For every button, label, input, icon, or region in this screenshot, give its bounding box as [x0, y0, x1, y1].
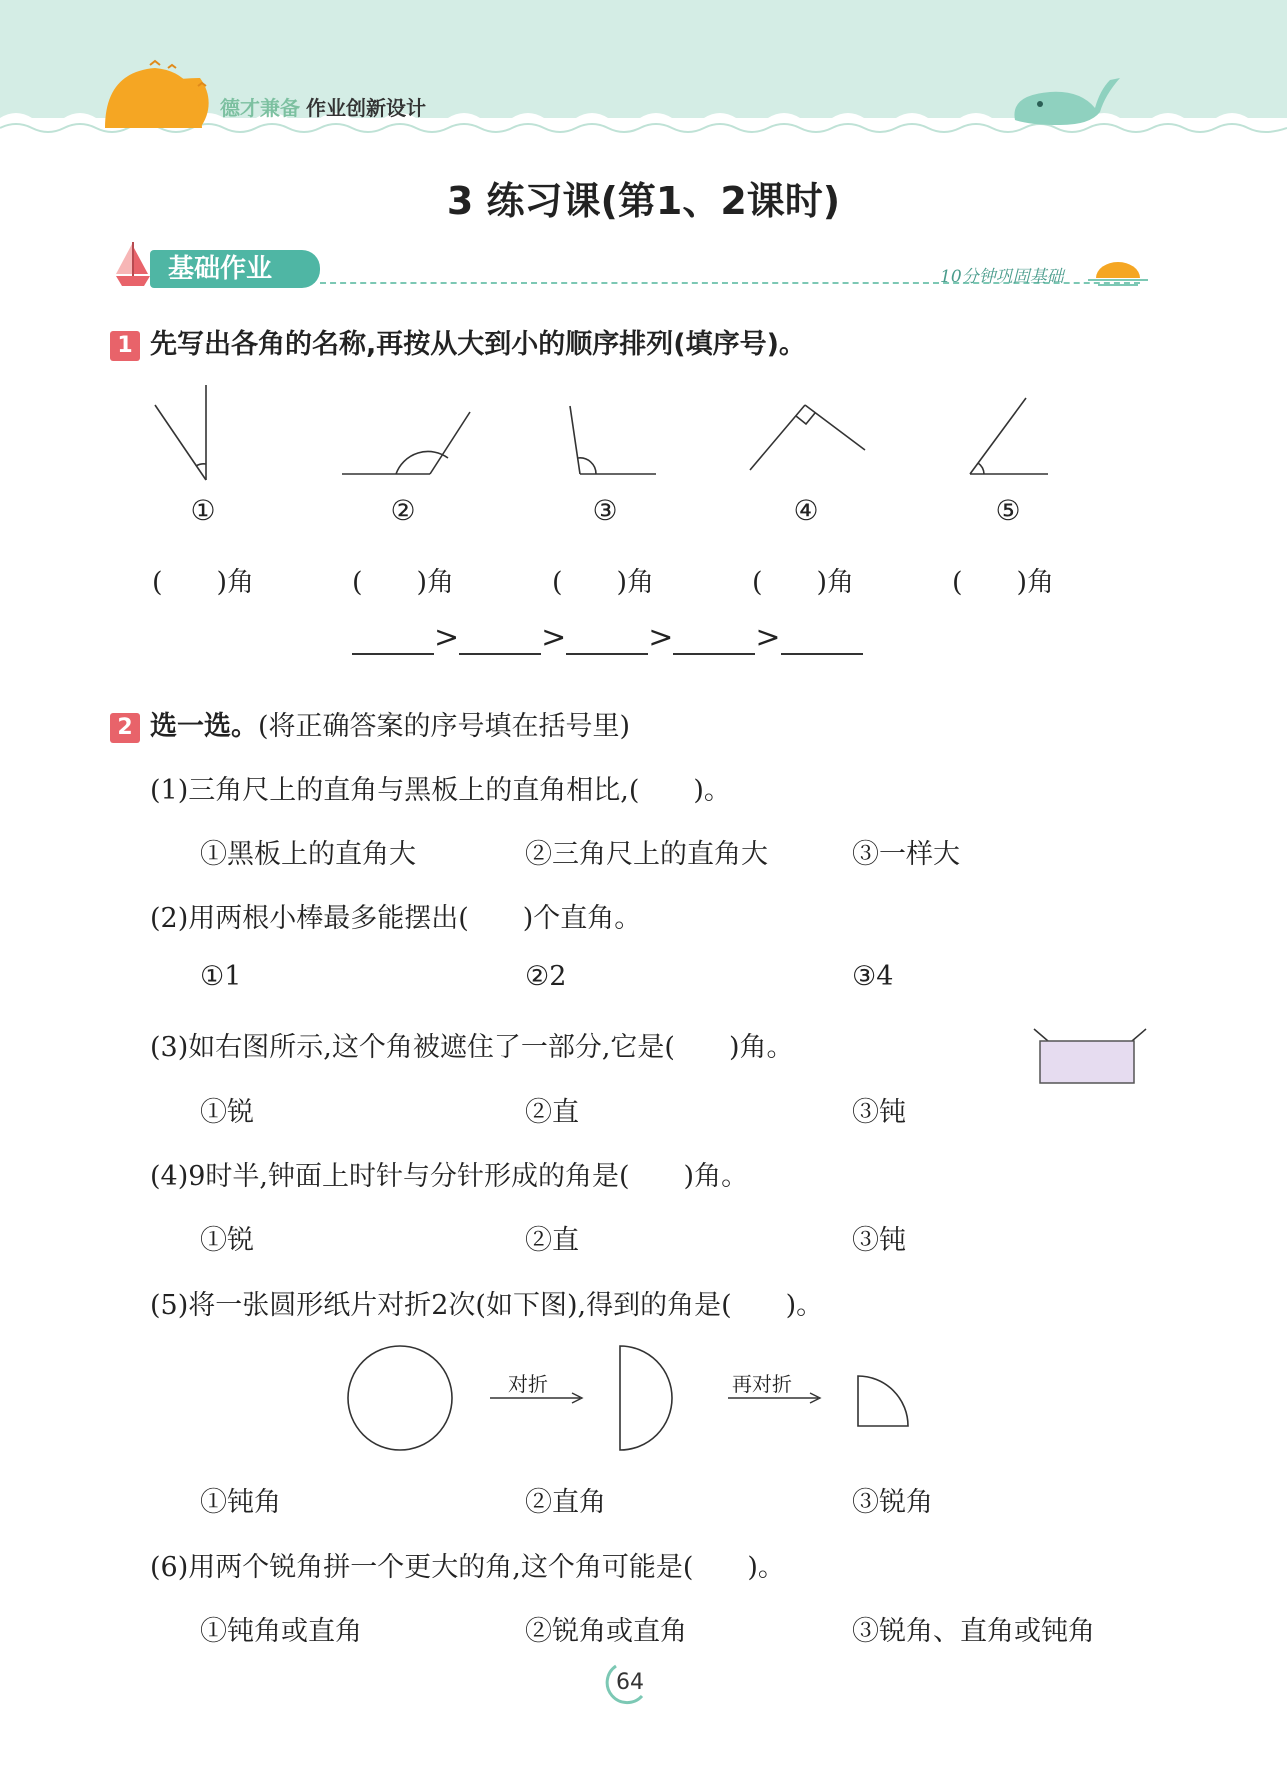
angle-label-2: ② [390, 494, 416, 527]
q1-text: 先写出各角的名称,再按从大到小的顺序排列(填序号)。 [150, 329, 806, 360]
page-title: 3 练习课(第1、2课时) [446, 179, 841, 223]
q2-sub5-option-1[interactable]: ①钝角 [200, 1487, 281, 1518]
q2-sub2-stem: (2)用两根小棒最多能摆出( )个直角。 [150, 903, 642, 934]
q2-sub3-stem: (3)如右图所示,这个角被遮住了一部分,它是( )角。 [150, 1032, 794, 1063]
angle-label-1: ① [190, 494, 216, 527]
q2-sub5-option-3[interactable]: ③锐角 [852, 1487, 933, 1518]
q2-sub6-option-2[interactable]: ②锐角或直角 [525, 1616, 687, 1647]
order-blank-2[interactable] [459, 625, 541, 655]
q2-sub3-option-2[interactable]: ②直 [525, 1097, 579, 1128]
series-brand [220, 92, 426, 121]
order-sep: > [648, 620, 674, 655]
q2-sub6-option-3[interactable]: ③锐角、直角或钝角 [852, 1616, 1095, 1647]
full-circle [348, 1346, 452, 1450]
answer-slot-3[interactable]: ( )角 [552, 567, 655, 598]
q2-sub1-option-1[interactable]: ①黑板上的直角大 [200, 839, 416, 870]
page-number: 64 [616, 1670, 644, 1695]
fold-diagram [340, 1340, 920, 1460]
q2-sub2-option-3[interactable]: ③4 [852, 961, 894, 992]
brand-green-text: 德才兼备 [220, 96, 300, 120]
q2-sub5-option-2[interactable]: ②直角 [525, 1487, 606, 1518]
order-sep: > [755, 620, 781, 655]
section-label: 基础作业 [150, 250, 320, 288]
angle-3 [570, 406, 656, 474]
angle-5 [970, 398, 1048, 474]
order-line [352, 620, 863, 655]
q2-sub2-option-2[interactable]: ②2 [525, 961, 567, 992]
quarter-circle [858, 1376, 908, 1426]
angle-1 [155, 385, 206, 480]
q2-sub3-option-3[interactable]: ③钝 [852, 1097, 906, 1128]
order-blank-4[interactable] [673, 625, 755, 655]
half-circle [620, 1346, 672, 1450]
section-time-note: 10分钟巩固基础 [940, 267, 1064, 287]
q2-sub1-option-2[interactable]: ②三角尺上的直角大 [525, 839, 768, 870]
fold-label-1: 对折 [508, 1372, 548, 1396]
answer-slot-4[interactable]: ( )角 [752, 567, 855, 598]
header-banner [0, 0, 1287, 150]
angle-label-4: ④ [793, 494, 819, 527]
q2-note: (将正确答案的序号填在括号里) [258, 711, 631, 742]
q2-sub1-option-3[interactable]: ③一样大 [852, 839, 960, 870]
q1-stem [110, 322, 806, 361]
fold-label-2: 再对折 [732, 1372, 792, 1396]
angle-2 [342, 412, 470, 474]
brand-dark-text: 作业创新设计 [306, 96, 426, 120]
answer-slot-5[interactable]: ( )角 [952, 567, 1055, 598]
q2-sub5-stem: (5)将一张圆形纸片对折2次(如下图),得到的角是( )。 [150, 1290, 824, 1321]
order-blank-1[interactable] [352, 625, 434, 655]
q2-sub2-option-1[interactable]: ①1 [200, 961, 242, 992]
q2-stem [110, 704, 630, 743]
order-blank-3[interactable] [566, 625, 648, 655]
q2-sub4-stem: (4)9时半,钟面上时针与分针形成的角是( )角。 [150, 1161, 749, 1192]
order-sep: > [541, 620, 567, 655]
q2-text: 选一选。 [150, 711, 258, 742]
q1-number: 1 [110, 331, 140, 361]
sunset-icon [1088, 250, 1148, 290]
covered-angle-figure [1030, 1025, 1150, 1087]
q2-sub4-option-1[interactable]: ①锐 [200, 1225, 254, 1256]
q2-sub6-stem: (6)用两个锐角拼一个更大的角,这个角可能是( )。 [150, 1552, 785, 1583]
q2-sub3-option-1[interactable]: ①锐 [200, 1097, 254, 1128]
q2-sub4-option-2[interactable]: ②直 [525, 1225, 579, 1256]
order-sep: > [434, 620, 460, 655]
answer-slot-1[interactable]: ( )角 [152, 567, 255, 598]
angle-4 [750, 405, 865, 470]
q2-number: 2 [110, 713, 140, 743]
order-blank-5[interactable] [781, 625, 863, 655]
answer-slot-2[interactable]: ( )角 [352, 567, 455, 598]
q2-sub1-stem: (1)三角尺上的直角与黑板上的直角相比,( )。 [150, 775, 731, 806]
angle-label-5: ⑤ [995, 494, 1021, 527]
angle-label-3: ③ [592, 494, 618, 527]
q2-sub6-option-1[interactable]: ①钝角或直角 [200, 1616, 362, 1647]
q2-sub4-option-3[interactable]: ③钝 [852, 1225, 906, 1256]
q1-angle-figures [140, 380, 1080, 490]
